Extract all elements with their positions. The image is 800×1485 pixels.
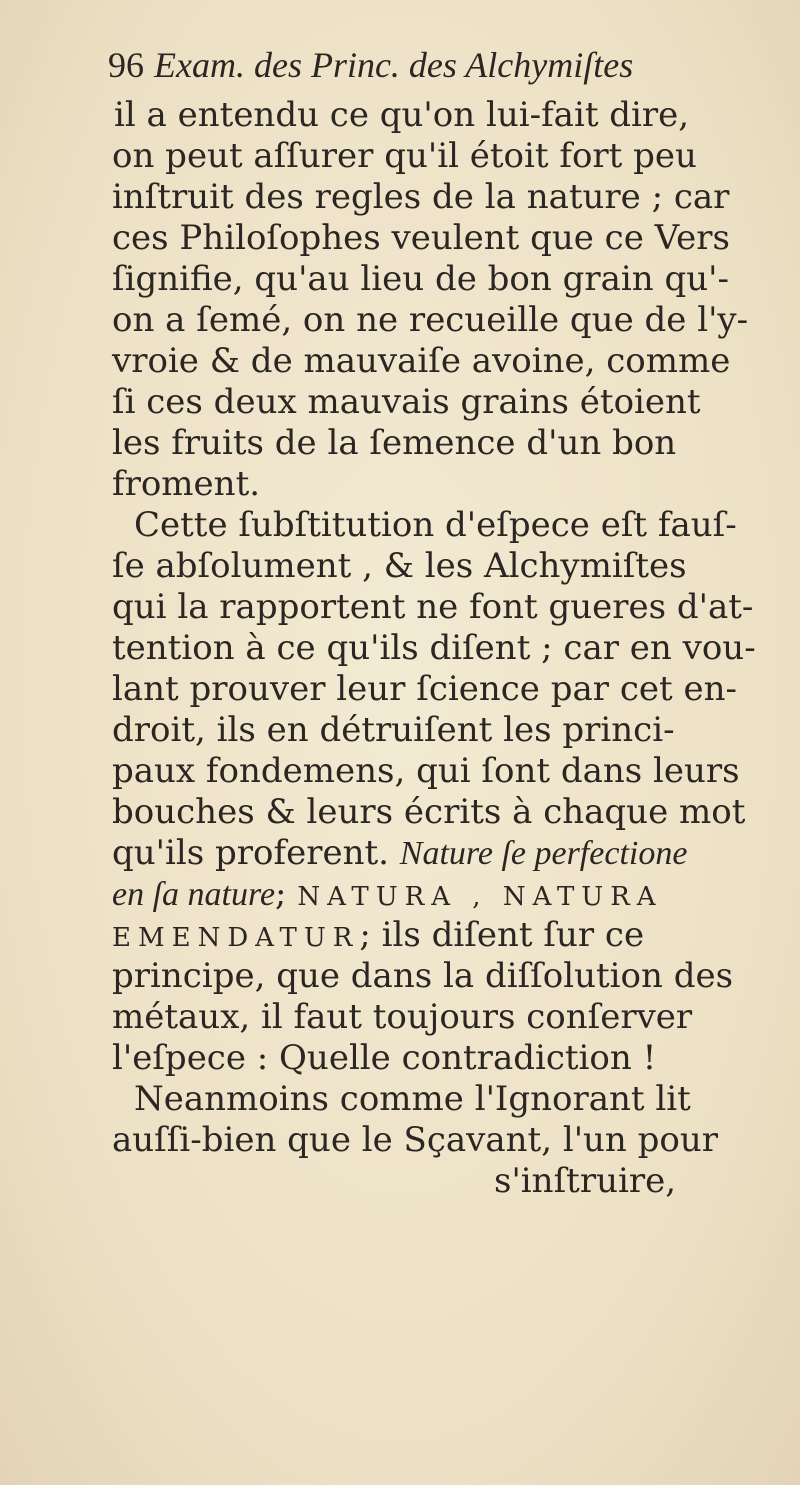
text-line: principe, que dans la diſſolution des	[112, 956, 734, 996]
text-line: il a entendu ce qu'on lui-fait dire,	[114, 95, 690, 135]
text-line: métaux, il faut toujours conſerver	[112, 997, 693, 1037]
text-line: ſi ces deux mauvais grains étoient	[112, 382, 701, 422]
text-line: qui la rapportent ne font gueres d'at-	[112, 587, 754, 627]
italic-quote: Nature ſe perfectione	[399, 835, 688, 872]
text-line: l'eſpece : Quelle contradiction !	[112, 1038, 657, 1078]
text-line: vroie & de mauvaiſe avoine, comme	[112, 341, 731, 381]
text-line: on a ſemé, on ne recueille que de l'y-	[112, 300, 749, 340]
running-header	[108, 44, 633, 86]
italic-quote: en ſa nature	[112, 876, 276, 913]
text-line: inſtruit des regles de la nature ; car	[112, 177, 730, 217]
text-line	[112, 833, 688, 873]
text-line: lant prouver leur ſcience par cet en-	[112, 669, 737, 709]
text-line: droit, ils en détruiſent les princi-	[112, 710, 675, 750]
latin-smallcaps: EMENDATUR	[112, 923, 360, 953]
text-line	[112, 915, 645, 955]
text-span: ; ils diſent ſur ce	[359, 915, 645, 955]
text-line: ſignifie, qu'au lieu de bon grain qu'-	[112, 259, 729, 299]
text-line: froment.	[112, 464, 261, 504]
text-line: les fruits de la ſemence d'un bon	[112, 423, 677, 463]
catchword: s'inſtruire,	[494, 1161, 677, 1201]
latin-smallcaps: NATURA , NATURA	[297, 882, 663, 912]
text-span: ;	[275, 874, 287, 914]
text-line: tention à ce qu'ils diſent ; car en vou-	[112, 628, 756, 668]
text-line: Neanmoins comme l'Ignorant lit	[134, 1079, 691, 1119]
text-line	[112, 874, 663, 914]
text-line: ces Philoſophes veulent que ce Vers	[112, 218, 730, 258]
text-line: paux fondemens, qui ſont dans leurs	[112, 751, 740, 791]
text-line: Cette ſubſtitution d'eſpece eſt fauſ-	[134, 505, 737, 545]
text-line: bouches & leurs écrits à chaque mot	[112, 792, 746, 832]
text-line: auſſi-bien que le Sçavant, l'un pour	[112, 1120, 719, 1160]
running-title: Exam. des Princ. des Alchymiſtes	[154, 45, 634, 85]
text-line: ſe abſolument , & les Alchymiſtes	[112, 546, 687, 586]
text-line: on peut aſſurer qu'il étoit fort peu	[112, 136, 697, 176]
page-number: 96	[108, 45, 144, 85]
text-span: qu'ils proferent.	[112, 833, 389, 873]
